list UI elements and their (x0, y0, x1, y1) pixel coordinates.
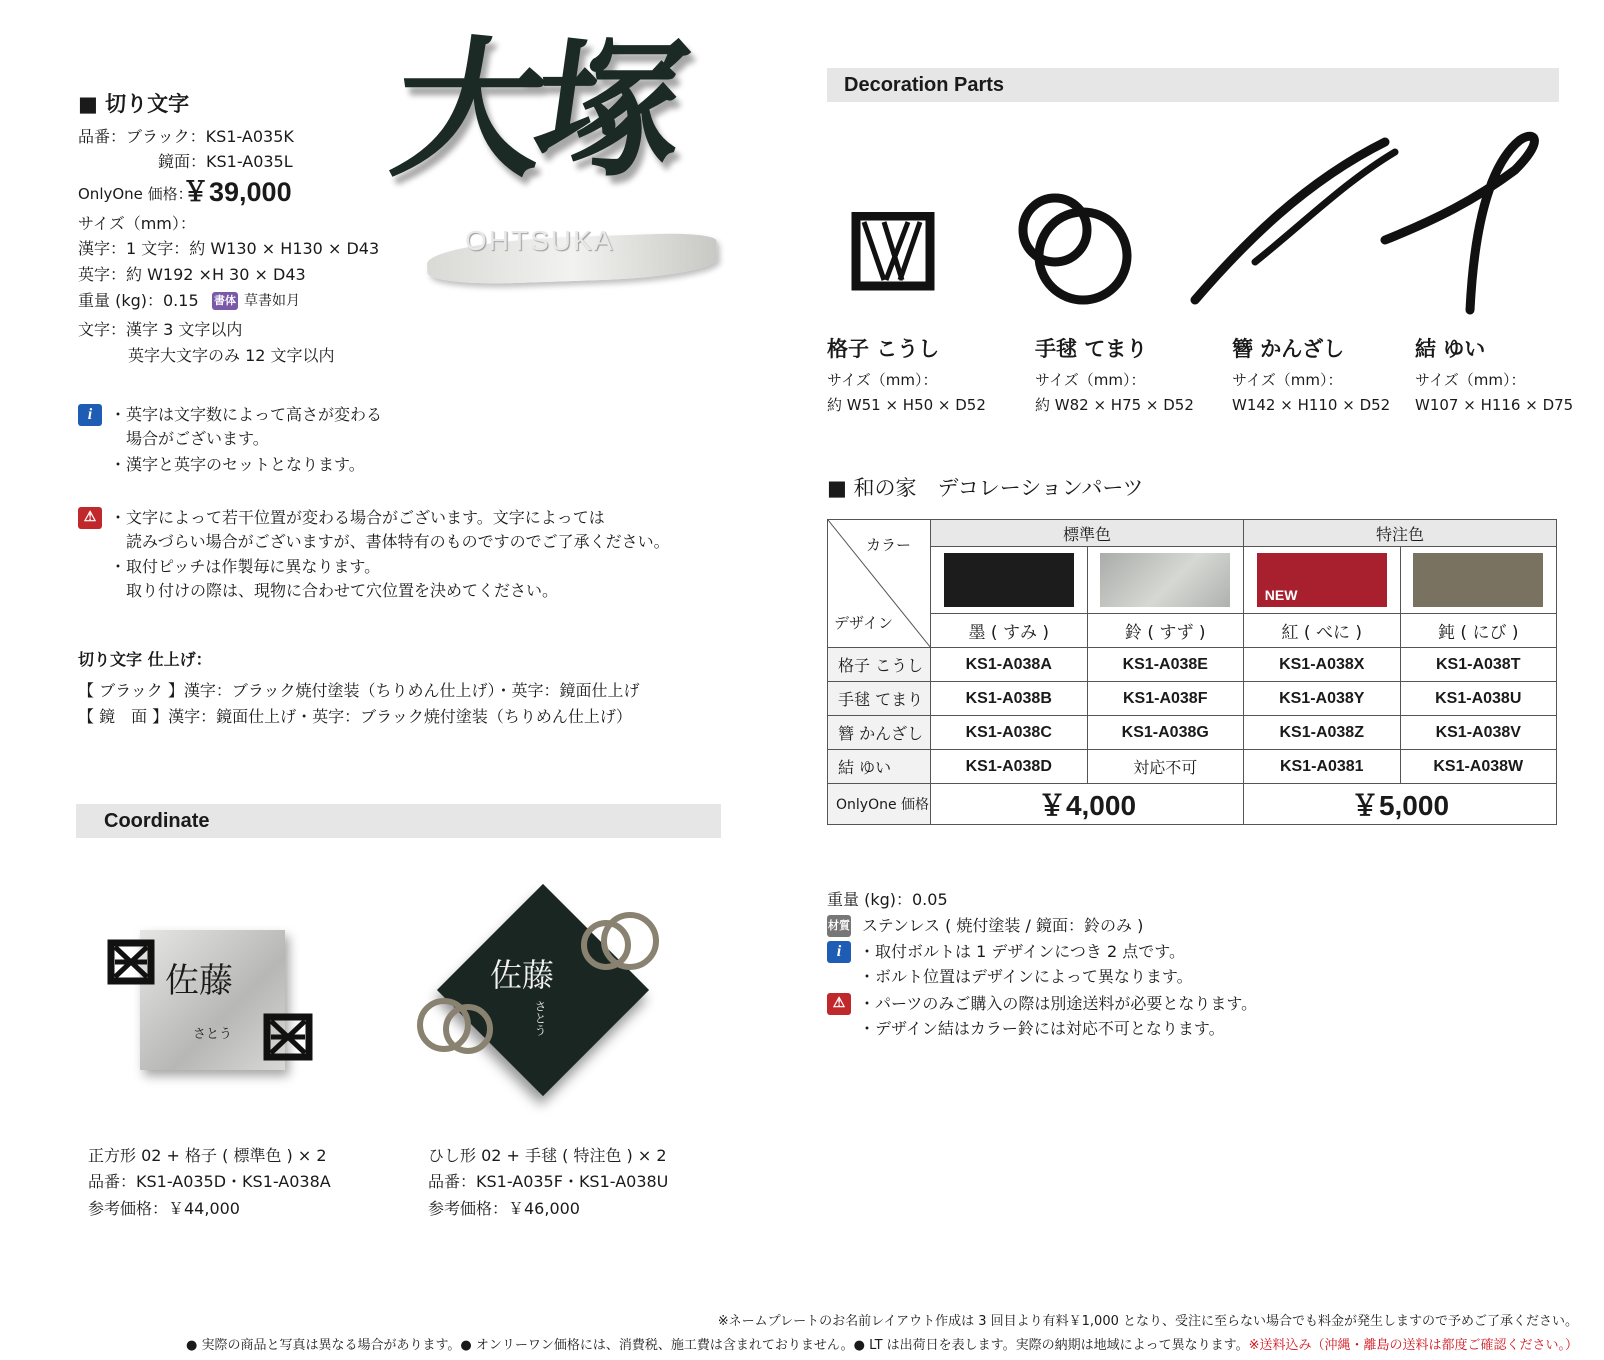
size-label: サイズ（mm）： (78, 214, 196, 233)
corner-design-label: デザイン (834, 614, 893, 632)
group-standard: 標準色 (931, 520, 1244, 547)
coord-2-hinban: 品番：KS1-A035F・KS1-A038U (428, 1172, 669, 1191)
warn-note-4: 取り付けの際は、現物に合わせて穴位置を決めてください。 (126, 581, 559, 600)
code-cell: KS1-A0381 (1244, 750, 1401, 784)
code-cell: KS1-A038W (1400, 750, 1557, 784)
footer-note-2-main: ● 実際の商品と写真は異なる場合があります。● オンリーワン価格には、消費税、施工費は含まれておりません。● LT は出荷日を表します。実際の納期は地域によって異なります。 (185, 1338, 1249, 1353)
kanji-size: 漢字：1 文字：約 W130 × H130 × D43 (78, 239, 380, 258)
parts-warn-2: ・デザイン結はカラー鈴には対応不可となります。 (859, 1019, 1225, 1038)
code-cell: 対応不可 (1087, 750, 1244, 784)
plate-sub: さとう (193, 1027, 233, 1042)
temari-part-icon (412, 985, 502, 1065)
part-size-label-kanzashi: サイズ（mm）： (1232, 371, 1343, 389)
info-note-3: ・漢字と英字のセットとなります。 (110, 455, 365, 474)
koushi-part-icon (263, 1013, 315, 1063)
cut-letters-price: ￥39,000 (182, 177, 292, 207)
price-standard: ￥4,000 (931, 784, 1244, 825)
temari-part-icon (578, 907, 668, 987)
swatch-nibi (1413, 553, 1543, 607)
code-cell: KS1-A038T (1400, 648, 1557, 682)
design-name: 格子 こうし (828, 648, 931, 682)
finish-mirror: 【 鏡 面 】漢字：鏡面仕上げ・英字：ブラック焼付塗装（ちりめん仕上げ） (78, 707, 632, 726)
hinban-mirror: 鏡面：KS1-A035L (158, 152, 293, 171)
cut-letters-heading: ■ 切り文字 (78, 92, 189, 117)
swatch-sumi (944, 553, 1074, 607)
parts-material: ステンレス ( 焼付塗装 / 鏡面：鈴のみ ) (862, 916, 1144, 935)
sample-roman: OHTSUKA (465, 225, 615, 256)
design-name: 結 ゆい (828, 750, 931, 784)
group-special: 特注色 (1244, 520, 1557, 547)
table-corner (828, 520, 931, 648)
finish-black: 【 ブラック 】漢字：ブラック焼付塗装（ちりめん仕上げ）・英字：鏡面仕上げ (78, 681, 640, 700)
color-name: 鈴 ( すず ) (1087, 614, 1244, 648)
color-name: 紅 ( べに ) (1244, 614, 1401, 648)
design-name: 手毬 てまり (828, 682, 931, 716)
info-note-1: ・英字は文字数によって高さが変わる (110, 405, 383, 424)
coord-1-price: 参考価格：￥44,000 (88, 1199, 240, 1218)
corner-color-label: カラー (866, 536, 912, 554)
font-style-icon: 書体 (212, 292, 238, 310)
footer-note-1: ※ネームプレートのお名前レイアウト作成は 3 回目より有料￥1,000 となり、受注に至らない場合でも料金が発生しますので予めご了承ください。 (717, 1314, 1578, 1329)
code-cell: KS1-A038G (1087, 716, 1244, 750)
decoration-bar (827, 68, 1559, 102)
part-name-temari: 手毬 てまり (1035, 337, 1148, 361)
price-special: ￥5,000 (1244, 784, 1557, 825)
info-icon: i (827, 941, 851, 963)
table-row (828, 716, 1557, 750)
cut-letter-sample (382, 15, 735, 285)
kanzashi-icon (1185, 132, 1405, 312)
info-note-2: 場合がございます。 (126, 429, 269, 448)
code-cell: KS1-A038V (1400, 716, 1557, 750)
warn-note-1: ・文字によって若干位置が変わる場合がございます。文字によっては (110, 508, 605, 527)
swatch-beni (1257, 553, 1387, 607)
chars-limit-2: 英字大文字のみ 12 文字以内 (128, 346, 335, 365)
material-icon: 材質 (827, 915, 851, 937)
new-badge: NEW (1264, 587, 1298, 603)
parts-weight: 重量 (kg)：0.05 (827, 890, 948, 909)
swatch-cell (1244, 547, 1401, 614)
part-size-temari: 約 W82 × H75 × D52 (1035, 396, 1194, 414)
footer-note-2 (186, 1338, 1578, 1354)
koushi-part-icon (107, 939, 157, 987)
code-cell: KS1-A038B (931, 682, 1088, 716)
parts-info-1: ・取付ボルトは 1 デザインにつき 2 点です。 (859, 942, 1185, 961)
temari-icon (1015, 188, 1145, 308)
plate-name: 佐藤 (165, 961, 233, 1001)
swatch-suzu (1100, 553, 1230, 607)
sample-kanji: 大塚 (382, 22, 688, 198)
code-cell: KS1-A038U (1400, 682, 1557, 716)
swatch-cell (1400, 547, 1557, 614)
code-cell: KS1-A038Z (1244, 716, 1401, 750)
code-cell: KS1-A038D (931, 750, 1088, 784)
coordinate-bar (76, 804, 721, 838)
part-size-yui: W107 × H116 × D75 (1415, 396, 1574, 414)
parts-table (827, 519, 1557, 825)
coord-1-hinban: 品番：KS1-A035D・KS1-A038A (88, 1172, 331, 1191)
part-name-yui: 結 ゆい (1415, 337, 1486, 361)
price-label: OnlyOne 価格： (78, 185, 193, 203)
koushi-icon (850, 212, 940, 292)
info-icon: i (78, 404, 102, 426)
part-name-koushi: 格子 こうし (827, 337, 940, 361)
code-cell: KS1-A038E (1087, 648, 1244, 682)
coordinate-title: Coordinate (104, 810, 210, 832)
chars-limit-1: 文字：漢字 3 文字以内 (78, 320, 243, 339)
warning-icon: ⚠ (78, 507, 102, 529)
code-cell: KS1-A038A (931, 648, 1088, 682)
yui-icon (1375, 130, 1565, 320)
font-name: 草書如月 (244, 293, 300, 309)
color-name: 鈍 ( にび ) (1400, 614, 1557, 648)
swatch-cell (1087, 547, 1244, 614)
finish-heading: 切り文字 仕上げ： (78, 650, 212, 669)
plate-name: 佐藤 (490, 956, 555, 994)
design-name: 簪 かんざし (828, 716, 931, 750)
part-size-label-koushi: サイズ（mm）： (827, 371, 938, 389)
color-name: 墨 ( すみ ) (931, 614, 1088, 648)
code-cell: KS1-A038X (1244, 648, 1401, 682)
warning-icon: ⚠ (827, 993, 851, 1015)
code-cell: KS1-A038C (931, 716, 1088, 750)
code-cell: KS1-A038Y (1244, 682, 1401, 716)
table-price-row (828, 784, 1557, 825)
code-cell: KS1-A038F (1087, 682, 1244, 716)
part-size-kanzashi: W142 × H110 × D52 (1232, 396, 1391, 414)
table-row (828, 682, 1557, 716)
coord-1-desc: 正方形 02 + 格子 ( 標準色 ) × 2 (88, 1146, 327, 1165)
eiji-size: 英字：約 W192 ×H 30 × D43 (78, 265, 306, 284)
warn-note-3: ・取付ピッチは作製毎に異なります。 (110, 557, 381, 576)
table-row (828, 648, 1557, 682)
wa-table-heading: ■ 和の家 デコレーションパーツ (827, 476, 1144, 501)
coord-2-desc: ひし形 02 + 手毬 ( 特注色 ) × 2 (428, 1146, 667, 1165)
table-row (828, 750, 1557, 784)
weight: 重量 (kg)：0.15 (78, 291, 199, 310)
parts-info-2: ・ボルト位置はデザインによって異なります。 (859, 967, 1193, 986)
decoration-title: Decoration Parts (844, 74, 1005, 96)
warn-note-2: 読みづらい場合がございますが、書体特有のものですのでご了承ください。 (126, 532, 670, 551)
coordinate-image-diamond (410, 885, 690, 1125)
price-row-label: OnlyOne 価格 (828, 784, 931, 825)
footer-shipping-note: ※送料込み（沖縄・離島の送料は都度ご確認ください。） (1248, 1338, 1578, 1353)
coord-2-price: 参考価格：￥46,000 (428, 1199, 580, 1218)
parts-warn-1: ・パーツのみご購入の際は別途送料が必要となります。 (859, 994, 1258, 1013)
part-size-label-temari: サイズ（mm）： (1035, 371, 1146, 389)
part-name-kanzashi: 簪 かんざし (1232, 337, 1345, 361)
hinban-black: 品番：ブラック：KS1-A035K (78, 127, 294, 146)
plate-sub: さとう (533, 1000, 547, 1036)
swatch-cell (931, 547, 1088, 614)
coordinate-image-square (105, 925, 325, 1095)
part-size-koushi: 約 W51 × H50 × D52 (827, 396, 986, 414)
part-size-label-yui: サイズ（mm）： (1415, 371, 1526, 389)
